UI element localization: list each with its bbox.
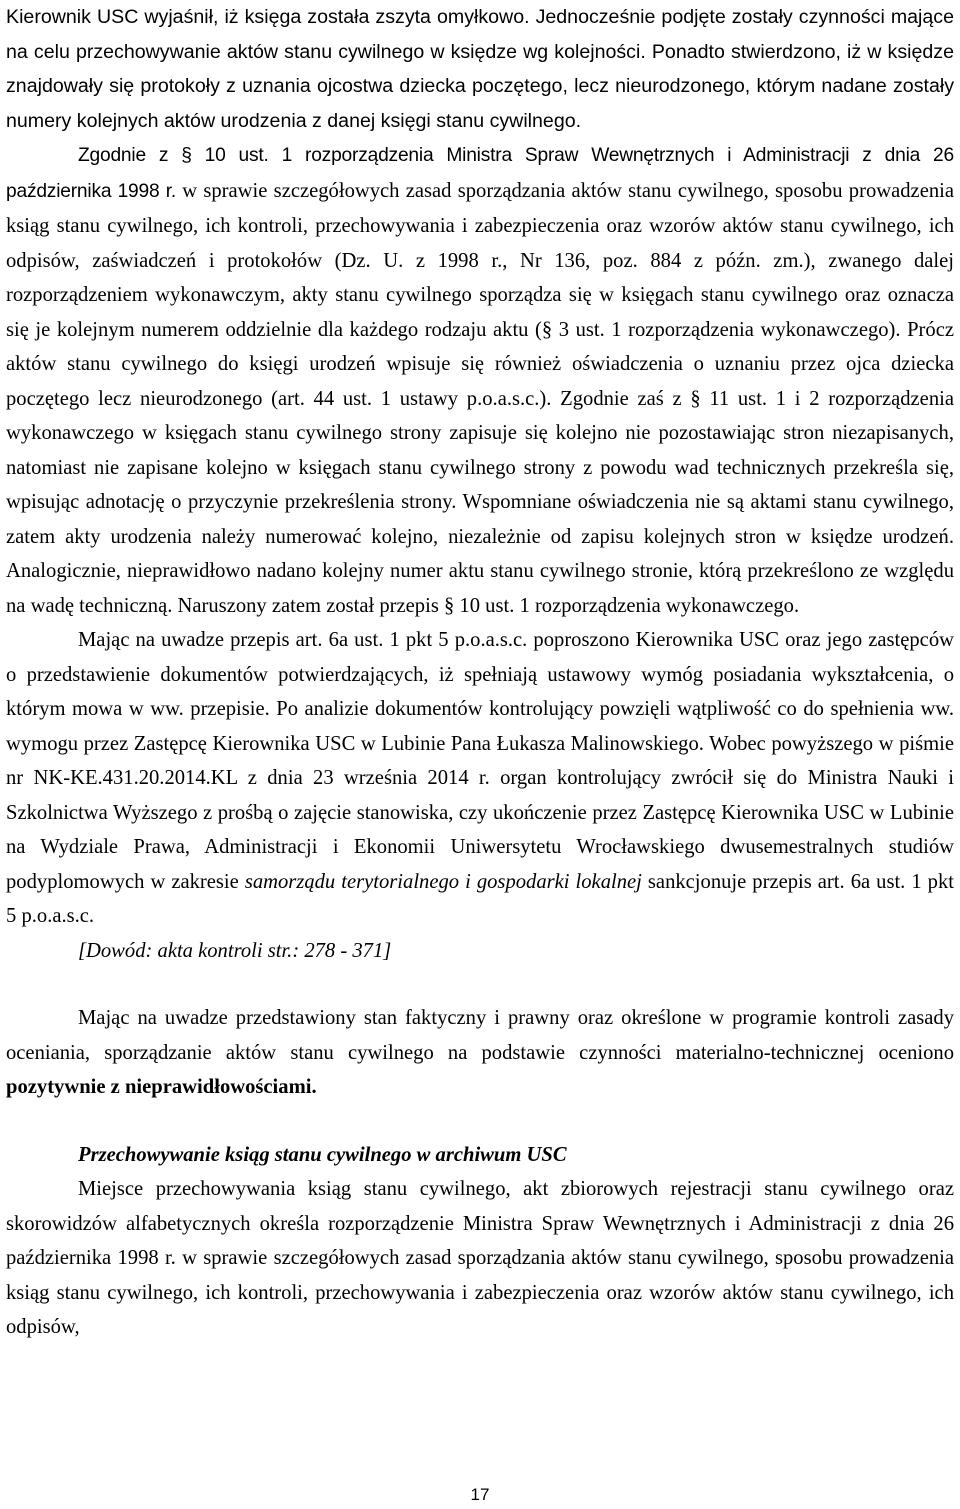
page-number: 17 bbox=[470, 1485, 490, 1504]
paragraph-text: Miejsce przechowywania ksiąg stanu cywilnego, akt zbiorowych rejestracji stanu cywilnego oraz skorowidzów alfabetycznych określa rozporządzenie Ministra Spraw Wewnętrznych i Administracji z dnia 26 października 1998 r. w sprawie szczegółowych zasad sporządzania aktów stanu cywilnego, sposobu prowadzenia ksiąg stanu cywilnego, ich kontroli, przechowywania i zabezpieczenia oraz wzorów aktów stanu cywilnego, ich odpisów, bbox=[6, 1178, 954, 1338]
paragraph-text: Kierownik USC wyjaśnił, iż księga została zszyta omyłkowo. Jednocześnie podjęte zostały czynności mające na celu przechowywanie aktów stanu cywilnego w księdze wg kolejności. Ponadto stwierdzono, iż w księdze znajdowały się protokoły z uznania ojcostwa dziecka poczętego, lecz nieurodzonego, którym nadane zostały numery kolejnych aktów urodzenia z danej księgi stanu cywilnego. bbox=[6, 6, 954, 132]
paragraph-usc-ledger-explanation bbox=[6, 0, 954, 138]
regulation-citation: Zgodnie z § 10 ust. 1 rozporządzenia Ministra Spraw Wewnętrznych i Administracji z dnia 26 października 1998 r. bbox=[6, 145, 954, 202]
paragraph-education-requirement bbox=[6, 623, 954, 934]
paragraph-text-end: sankcjonuje przepis art. 6a ust. 1 pkt 5 p.o.a.s.c. bbox=[6, 870, 954, 927]
document-body bbox=[6, 0, 954, 1345]
paragraph-text: w sprawie szczegółowych zasad sporządzania aktów stanu cywilnego, sposobu prowadzenia ksiąg stanu cywilnego, ich kontroli, przechowywania i zabezpieczenia oraz wzorów aktów stanu cywilnego, ich odpisów, zaświadczeń i protokołów (Dz. U. z 1998 r., Nr 136, poz. 884 z późn. zm.), zwanego dalej rozporządzeniem wykonawczym, akty stanu cywilnego sporządza się w księgach stanu cywilnego oraz oznacza się je kolejnym numerem oddzielnie dla każdego rodzaju aktu (§ 3 ust. 1 rozporządzenia wykonawczego). Prócz aktów stanu cywilnego do księgi urodzeń wpisuje się również oświadczenia o uznaniu przez ojca dziecka poczętego lecz nieurodzonego (art. 44 ust. 1 ustawy p.o.a.s.c.). Zgodnie zaś z § 11 ust. 1 i 2 rozporządzenia wykonawczego w księgach stanu cywilnego strony zapisuje się kolejno nie pozostawiając stron niezapisanych, natomiast nie zapisane kolejno w księgach stanu cywilnego strony z powodu wad technicznych przekreśla się, wpisując adnotację o przyczynie przekreślenia strony. Wspomniane oświadczenia nie są aktami stanu cywilnego, zatem akty urodzenia należy numerować kolejno, niezależnie od zapisu kolejnych stron w księdze urodzeń. Analogicznie, nieprawidłowo nadano kolejny numer aktu stanu cywilnego stronie, którą przekreślono ze względu na wadę techniczną. Naruszony zatem został przepis § 10 ust. 1 rozporządzenia wykonawczego. bbox=[6, 179, 954, 617]
evidence-reference: [Dowód: akta kontroli str.: 278 - 371] bbox=[78, 939, 392, 962]
section-heading: Przechowywanie ksiąg stanu cywilnego w archiwum USC bbox=[78, 1143, 567, 1166]
spacer bbox=[6, 1105, 954, 1138]
study-field-name: samorządu terytorialnego i gospodarki lokalnej bbox=[244, 870, 642, 893]
spacer bbox=[6, 968, 954, 1001]
paragraph-text: Mając na uwadze przedstawiony stan faktyczny i prawny oraz określone w programie kontroli zasady oceniania, sporządzanie aktów stanu cywilnego na podstawie czynności materialno-technicznej oceniono bbox=[6, 1007, 954, 1064]
paragraph-regulation-rules bbox=[6, 138, 954, 623]
paragraph-archive-storage bbox=[6, 1172, 954, 1345]
paragraph-assessment bbox=[6, 1001, 954, 1105]
paragraph-text: Mając na uwadze przepis art. 6a ust. 1 pkt 5 p.o.a.s.c. poproszono Kierownika USC oraz jego zastępców o przedstawienie dokumentów potwierdzających, iż spełniają ustawowy wymóg posiadania wykształcenia, o którym mowa w ww. przepisie. Po analizie dokumentów kontrolujący powzięli wątpliwość co do spełnienia ww. wymogu przez Zastępcę Kierownika USC w Lubinie Pana Łukasza Malinowskiego. Wobec powyższego w piśmie nr NK-KE.431.20.2014.KL z dnia 23 września 2014 r. organ kontrolujący zwrócił się do Ministra Nauki i Szkolnictwa Wyższego z prośbą o zajęcie stanowiska, czy ukończenie przez Zastępcę Kierownika USC w Lubinie na Wydziale Prawa, Administracji i Ekonomii Uniwersytetu Wrocławskiego dwusemestralnych studiów podyplomowych w zakresie bbox=[6, 629, 954, 893]
assessment-result: pozytywnie z nieprawidłowościami. bbox=[6, 1076, 317, 1098]
